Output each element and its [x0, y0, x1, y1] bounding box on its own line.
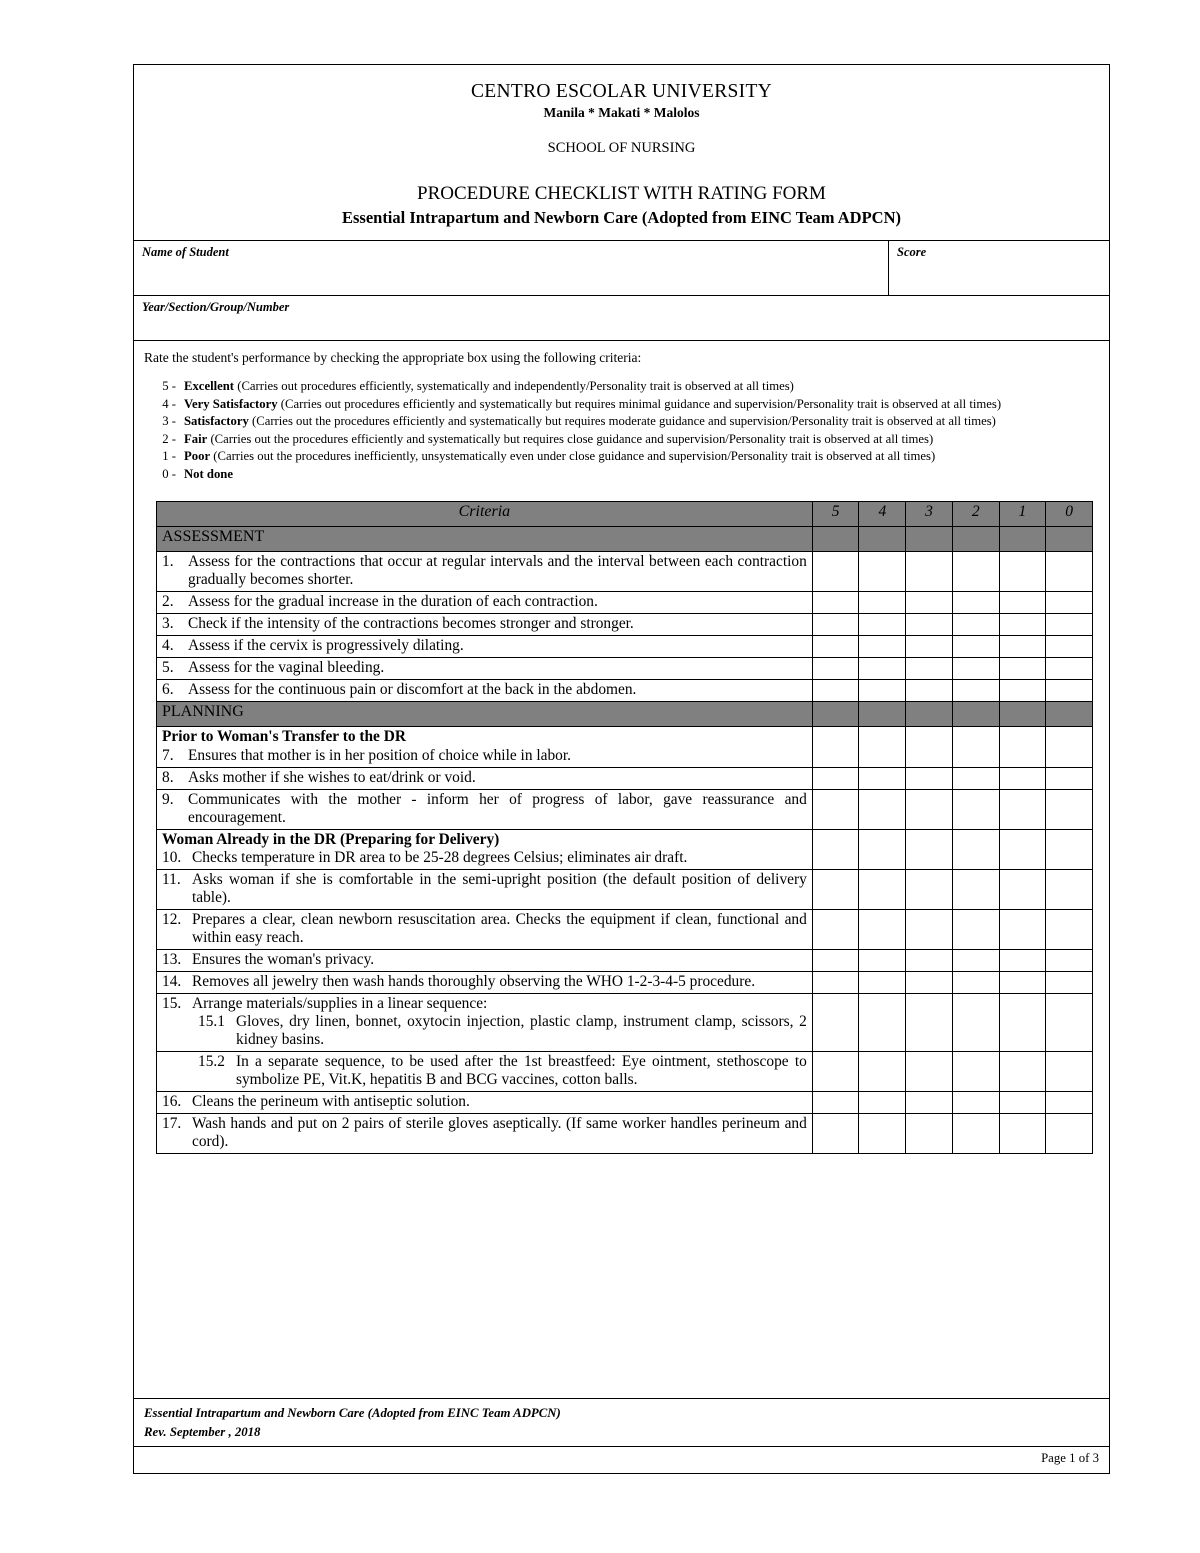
item-text: Ensures that mother is in her position of choice while in labor. — [188, 746, 571, 764]
rating-checkbox-7-3[interactable] — [906, 727, 953, 768]
rating-checkbox-16-4[interactable] — [859, 1092, 906, 1114]
rating-checkbox-7-4[interactable] — [859, 727, 906, 768]
item-text: Cleans the perineum with antiseptic solution. — [192, 1093, 470, 1111]
legend-score: 0 - — [162, 466, 176, 481]
rating-checkbox-17-3[interactable] — [906, 1114, 953, 1154]
rating-checkbox-1-5[interactable] — [812, 552, 859, 592]
rating-checkbox-8-2[interactable] — [952, 767, 999, 789]
rating-checkbox-15-2[interactable] — [952, 994, 999, 1052]
criteria-cell — [157, 636, 813, 658]
legend-description: Excellent (Carries out procedures efficiently, systematically and independently/Personality trait is observed at all times) — [184, 379, 794, 393]
rating-checkbox-2-1[interactable] — [999, 592, 1046, 614]
item-number: 10. — [162, 849, 182, 867]
sub-item-number: 15.1 — [198, 1013, 225, 1031]
rating-checkbox-15-4[interactable] — [859, 994, 906, 1052]
section-blank-cell-2 — [952, 702, 999, 727]
rating-checkbox-7-0[interactable] — [1046, 727, 1093, 768]
rating-checkbox-10-0[interactable] — [1046, 829, 1093, 870]
rating-checkbox-152-3[interactable] — [906, 1052, 953, 1092]
item-text: Assess for the continuous pain or discomfort at the back in the abdomen. — [188, 681, 637, 699]
rating-checkbox-14-3[interactable] — [906, 972, 953, 994]
item-number: 17. — [162, 1115, 182, 1133]
rating-checkbox-152-2[interactable] — [952, 1052, 999, 1092]
table-row — [157, 592, 1093, 614]
table-row — [157, 972, 1093, 994]
name-of-student-field[interactable] — [134, 241, 889, 295]
rating-checkbox-9-0[interactable] — [1046, 789, 1093, 829]
criteria-cell — [157, 910, 813, 950]
form-subtitle: Essential Intrapartum and Newborn Care (Adopted from EINC Team ADPCN) — [341, 208, 902, 227]
rating-checkbox-1-3[interactable] — [906, 552, 953, 592]
rating-checkbox-6-3[interactable] — [906, 680, 953, 702]
rating-checkbox-16-3[interactable] — [906, 1092, 953, 1114]
section-blank-cell-5 — [812, 527, 859, 552]
item-number: 5. — [162, 659, 174, 677]
item-text: Wash hands and put on 2 pairs of sterile gloves aseptically. (If same worker handles perineum and cord). — [192, 1115, 807, 1151]
section-blank-cell-3 — [906, 702, 953, 727]
instructions-text: Rate the student's performance by checking the appropriate box using the following criteria: — [144, 350, 642, 365]
school-name: SCHOOL OF NURSING — [547, 140, 696, 156]
rating-column-header-0: 0 — [1046, 502, 1093, 527]
legend-description: Poor (Carries out the procedures inefficiently, unsystematically even under close guidance and supervision/Personality trait is observed at all times) — [184, 449, 936, 463]
rating-checkbox-8-0[interactable] — [1046, 767, 1093, 789]
rating-checkbox-4-5[interactable] — [812, 636, 859, 658]
item-text: Prepares a clear, clean newborn resuscitation area. Checks the equipment if clean, functional and within easy reach. — [192, 911, 807, 947]
rating-checkbox-10-5[interactable] — [812, 829, 859, 870]
rating-checkbox-1-0[interactable] — [1046, 552, 1093, 592]
section-blank-cell-4 — [859, 527, 906, 552]
legend-item — [144, 448, 1097, 465]
item-number: 8. — [162, 768, 174, 786]
legend-term: Fair — [184, 431, 208, 446]
table-row — [157, 1052, 1093, 1092]
rating-checkbox-8-3[interactable] — [906, 767, 953, 789]
sub-item-text: In a separate sequence, to be used after the 1st breastfeed: Eye ointment, stethoscope to symbolize PE, Vit.K, hepatitis B and BCG vaccines, cotton balls. — [236, 1053, 807, 1089]
item-number: 11. — [162, 871, 181, 889]
rating-checkbox-1-1[interactable] — [999, 552, 1046, 592]
rating-checkbox-17-4[interactable] — [859, 1114, 906, 1154]
legend-score: 3 - — [162, 414, 176, 428]
rating-checkbox-14-4[interactable] — [859, 972, 906, 994]
criteria-cell — [157, 727, 813, 768]
page-number: Page 1 of 3 — [1041, 1451, 1099, 1465]
rating-checkbox-6-4[interactable] — [859, 680, 906, 702]
rating-checkbox-14-0[interactable] — [1046, 972, 1093, 994]
rating-checkbox-152-0[interactable] — [1046, 1052, 1093, 1092]
rating-checkbox-3-1[interactable] — [999, 614, 1046, 636]
legend-term: Not done — [184, 466, 233, 481]
rating-checkbox-4-3[interactable] — [906, 636, 953, 658]
section-blank-cell-0 — [1046, 527, 1093, 552]
rating-checkbox-16-0[interactable] — [1046, 1092, 1093, 1114]
table-row — [157, 950, 1093, 972]
rating-checkbox-15-5[interactable] — [812, 994, 859, 1052]
rating-checkbox-15-0[interactable] — [1046, 994, 1093, 1052]
student-identity-row — [134, 241, 1109, 296]
rating-checkbox-11-5[interactable] — [812, 870, 859, 910]
rating-checkbox-6-0[interactable] — [1046, 680, 1093, 702]
table-row — [157, 789, 1093, 829]
table-row — [157, 614, 1093, 636]
item-number: 1. — [162, 553, 174, 570]
rating-checkbox-12-1[interactable] — [999, 910, 1046, 950]
table-row — [157, 829, 1093, 870]
criteria-cell — [157, 658, 813, 680]
masthead — [134, 65, 1109, 241]
legend-item — [144, 413, 1097, 430]
rating-checkbox-9-2[interactable] — [952, 789, 999, 829]
rating-legend — [134, 370, 1109, 489]
rating-checkbox-17-2[interactable] — [952, 1114, 999, 1154]
table-row — [157, 680, 1093, 702]
rating-column-header-4: 4 — [859, 502, 906, 527]
criteria-column-header: Criteria — [157, 502, 813, 527]
rating-checkbox-11-3[interactable] — [906, 870, 953, 910]
item-text: Checks temperature in DR area to be 25-28 degrees Celsius; eliminates air draft. — [192, 849, 688, 867]
checklist-table-wrapper — [134, 489, 1109, 1154]
criteria-cell — [157, 950, 813, 972]
criteria-cell — [157, 614, 813, 636]
rating-checkbox-2-0[interactable] — [1046, 592, 1093, 614]
page-footer — [134, 1398, 1109, 1473]
sub-item-text: Gloves, dry linen, bonnet, oxytocin injection, plastic clamp, instrument clamp, scissors, 2 kidney basins. — [236, 1013, 807, 1049]
rating-checkbox-5-0[interactable] — [1046, 658, 1093, 680]
rating-checkbox-7-5[interactable] — [812, 727, 859, 768]
item-text: Check if the intensity of the contractions becomes stronger and stronger. — [188, 615, 634, 633]
legend-description: Very Satisfactory (Carries out procedures efficiently and systematically but requires minimal guidance and supervision/Personality trait is observed at all times) — [184, 396, 1002, 411]
legend-item — [144, 431, 1097, 448]
rating-checkbox-11-1[interactable] — [999, 870, 1046, 910]
rating-checkbox-8-1[interactable] — [999, 767, 1046, 789]
rating-checkbox-15-1[interactable] — [999, 994, 1046, 1052]
rating-checkbox-8-4[interactable] — [859, 767, 906, 789]
item-number: 16. — [162, 1093, 182, 1111]
rating-checkbox-9-3[interactable] — [906, 789, 953, 829]
rating-checkbox-5-3[interactable] — [906, 658, 953, 680]
rating-checkbox-2-2[interactable] — [952, 592, 999, 614]
rating-checkbox-9-4[interactable] — [859, 789, 906, 829]
item-text: Assess if the cervix is progressively dilating. — [188, 637, 464, 655]
item-number: 7. — [162, 746, 174, 764]
year-section-group-number-field[interactable] — [134, 296, 1109, 340]
document-page — [133, 64, 1110, 1474]
item-number: 2. — [162, 593, 174, 611]
criteria-cell — [157, 1114, 813, 1154]
rating-checkbox-5-2[interactable] — [952, 658, 999, 680]
rating-checkbox-152-1[interactable] — [999, 1052, 1046, 1092]
table-row — [157, 767, 1093, 789]
item-text: Asks mother if she wishes to eat/drink or void. — [188, 768, 476, 786]
rating-checkbox-13-1[interactable] — [999, 950, 1046, 972]
table-row — [157, 1114, 1093, 1154]
item-text: Arrange materials/supplies in a linear sequence: — [192, 995, 488, 1013]
rating-checkbox-7-1[interactable] — [999, 727, 1046, 768]
checklist-body — [157, 502, 1093, 1154]
footer-reference — [134, 1398, 1109, 1447]
rating-checkbox-1-4[interactable] — [859, 552, 906, 592]
rating-checkbox-2-5[interactable] — [812, 592, 859, 614]
university-name: CENTRO ESCOLAR UNIVERSITY — [470, 81, 773, 102]
item-number: 6. — [162, 681, 174, 699]
criteria-subheading: Prior to Woman's Transfer to the DR — [162, 728, 406, 746]
item-number: 15. — [162, 995, 182, 1013]
item-number: 12. — [162, 911, 182, 929]
form-title: PROCEDURE CHECKLIST WITH RATING FORM — [417, 183, 826, 204]
legend-score: 1 - — [162, 449, 176, 463]
item-number: 3. — [162, 615, 174, 633]
section-blank-cell-1 — [999, 527, 1046, 552]
section-blank-cell-1 — [999, 702, 1046, 727]
sub-item-number: 15.2 — [198, 1053, 225, 1071]
year-section-row — [134, 296, 1109, 341]
rating-checkbox-12-2[interactable] — [952, 910, 999, 950]
rating-checkbox-6-5[interactable] — [812, 680, 859, 702]
item-text: Assess for the gradual increase in the duration of each contraction. — [188, 593, 598, 611]
legend-term: Poor — [184, 449, 211, 463]
criteria-cell — [157, 592, 813, 614]
item-text: Assess for the vaginal bleeding. — [188, 659, 385, 677]
legend-item — [144, 466, 1097, 483]
checklist-table — [156, 501, 1093, 1154]
rating-checkbox-6-1[interactable] — [999, 680, 1046, 702]
rating-checkbox-16-1[interactable] — [999, 1092, 1046, 1114]
section-header-row — [157, 527, 1093, 552]
rating-checkbox-3-5[interactable] — [812, 614, 859, 636]
legend-item — [144, 396, 1097, 413]
rating-checkbox-14-2[interactable] — [952, 972, 999, 994]
rating-checkbox-11-4[interactable] — [859, 870, 906, 910]
rating-checkbox-10-3[interactable] — [906, 829, 953, 870]
rating-checkbox-12-5[interactable] — [812, 910, 859, 950]
footer-line-2: Rev. September , 2018 — [144, 1424, 261, 1439]
rating-checkbox-4-1[interactable] — [999, 636, 1046, 658]
rating-checkbox-3-3[interactable] — [906, 614, 953, 636]
section-blank-cell-5 — [812, 702, 859, 727]
rating-checkbox-4-0[interactable] — [1046, 636, 1093, 658]
legend-description: Fair (Carries out the procedures efficiently and systematically but requires close guidance and supervision/Personality trait is observed at all times) — [184, 431, 934, 446]
criteria-cell — [157, 1092, 813, 1114]
item-text: Assess for the contractions that occur at regular intervals and the interval between each contraction gradually becomes shorter. — [188, 553, 807, 589]
rating-checkbox-8-5[interactable] — [812, 767, 859, 789]
item-number: 13. — [162, 951, 182, 969]
rating-checkbox-3-2[interactable] — [952, 614, 999, 636]
criteria-subheading: Woman Already in the DR (Preparing for Delivery) — [162, 830, 500, 848]
rating-checkbox-15-3[interactable] — [906, 994, 953, 1052]
name-of-student-label: Name of Student — [142, 245, 229, 259]
item-number: 4. — [162, 637, 174, 655]
rating-checkbox-12-3[interactable] — [906, 910, 953, 950]
table-row — [157, 727, 1093, 768]
criteria-cell — [157, 870, 813, 910]
table-row — [157, 636, 1093, 658]
rating-checkbox-4-4[interactable] — [859, 636, 906, 658]
table-header-row — [157, 502, 1093, 527]
section-blank-cell-0 — [1046, 702, 1093, 727]
rating-checkbox-13-2[interactable] — [952, 950, 999, 972]
legend-term: Very Satisfactory — [184, 396, 278, 411]
rating-checkbox-2-3[interactable] — [906, 592, 953, 614]
rating-checkbox-16-5[interactable] — [812, 1092, 859, 1114]
rating-checkbox-17-0[interactable] — [1046, 1114, 1093, 1154]
rating-checkbox-1-2[interactable] — [952, 552, 999, 592]
rating-checkbox-14-1[interactable] — [999, 972, 1046, 994]
rating-checkbox-13-3[interactable] — [906, 950, 953, 972]
rating-checkbox-11-2[interactable] — [952, 870, 999, 910]
section-blank-cell-4 — [859, 702, 906, 727]
item-number: 9. — [162, 790, 174, 808]
criteria-cell — [157, 972, 813, 994]
item-number: 14. — [162, 973, 182, 991]
rating-checkbox-3-4[interactable] — [859, 614, 906, 636]
legend-score: 5 - — [162, 379, 176, 393]
section-header-row — [157, 702, 1093, 727]
rating-checkbox-152-5[interactable] — [812, 1052, 859, 1092]
item-text: Ensures the woman's privacy. — [192, 951, 375, 969]
criteria-cell — [157, 994, 813, 1052]
footer-line-1: Essential Intrapartum and Newborn Care (Adopted from EINC Team ADPCN) — [144, 1406, 561, 1420]
rating-column-header-5: 5 — [812, 502, 859, 527]
legend-item — [144, 378, 1097, 395]
rating-column-header-1: 1 — [999, 502, 1046, 527]
score-field[interactable] — [889, 241, 1109, 295]
rating-checkbox-17-1[interactable] — [999, 1114, 1046, 1154]
table-row — [157, 1092, 1093, 1114]
legend-score: 2 - — [162, 431, 176, 446]
table-row — [157, 552, 1093, 592]
rating-checkbox-12-4[interactable] — [859, 910, 906, 950]
rating-checkbox-6-2[interactable] — [952, 680, 999, 702]
section-blank-cell-3 — [906, 527, 953, 552]
table-row — [157, 994, 1093, 1052]
rating-checkbox-12-0[interactable] — [1046, 910, 1093, 950]
rating-checkbox-7-2[interactable] — [952, 727, 999, 768]
legend-description — [184, 466, 1097, 483]
year-section-label: Year/Section/Group/Number — [142, 300, 290, 314]
criteria-cell — [157, 680, 813, 702]
rating-checkbox-13-5[interactable] — [812, 950, 859, 972]
score-label: Score — [897, 245, 927, 259]
rating-checkbox-9-1[interactable] — [999, 789, 1046, 829]
rating-column-header-3: 3 — [906, 502, 953, 527]
criteria-cell — [157, 789, 813, 829]
criteria-cell — [157, 767, 813, 789]
rating-checkbox-152-4[interactable] — [859, 1052, 906, 1092]
rating-checkbox-11-0[interactable] — [1046, 870, 1093, 910]
item-text: Communicates with the mother - inform her of progress of labor, gave reassurance and encouragement. — [188, 790, 807, 826]
section-label: PLANNING — [157, 702, 813, 727]
legend-term: Excellent — [184, 379, 235, 393]
rating-checkbox-13-4[interactable] — [859, 950, 906, 972]
legend-score: 4 - — [162, 396, 176, 411]
rating-checkbox-9-5[interactable] — [812, 789, 859, 829]
rating-checkbox-10-1[interactable] — [999, 829, 1046, 870]
legend-term: Satisfactory — [184, 414, 249, 428]
rating-checkbox-5-1[interactable] — [999, 658, 1046, 680]
rating-checkbox-2-4[interactable] — [859, 592, 906, 614]
rating-checkbox-3-0[interactable] — [1046, 614, 1093, 636]
legend-description: Satisfactory (Carries out the procedures efficiently and systematically but requires moderate guidance and supervision/Personality trait is observed at all times) — [184, 414, 996, 428]
rating-column-header-2: 2 — [952, 502, 999, 527]
item-text: Asks woman if she is comfortable in the semi-upright position (the default position of delivery table). — [192, 871, 807, 907]
table-row — [157, 910, 1093, 950]
criteria-cell — [157, 552, 813, 592]
section-label: ASSESSMENT — [157, 527, 813, 552]
item-text: Removes all jewelry then wash hands thoroughly observing the WHO 1-2-3-4-5 procedure. — [192, 973, 756, 991]
table-row — [157, 658, 1093, 680]
rating-checkbox-13-0[interactable] — [1046, 950, 1093, 972]
rating-checkbox-10-2[interactable] — [952, 829, 999, 870]
campus-list: Manila * Makati * Malolos — [543, 105, 700, 120]
criteria-cell — [157, 829, 813, 870]
section-blank-cell-2 — [952, 527, 999, 552]
criteria-cell — [157, 1052, 813, 1092]
rating-checkbox-4-2[interactable] — [952, 636, 999, 658]
rating-checkbox-16-2[interactable] — [952, 1092, 999, 1114]
table-row — [157, 870, 1093, 910]
rating-checkbox-10-4[interactable] — [859, 829, 906, 870]
rating-checkbox-5-5[interactable] — [812, 658, 859, 680]
rating-checkbox-5-4[interactable] — [859, 658, 906, 680]
rating-checkbox-14-5[interactable] — [812, 972, 859, 994]
rating-checkbox-17-5[interactable] — [812, 1114, 859, 1154]
